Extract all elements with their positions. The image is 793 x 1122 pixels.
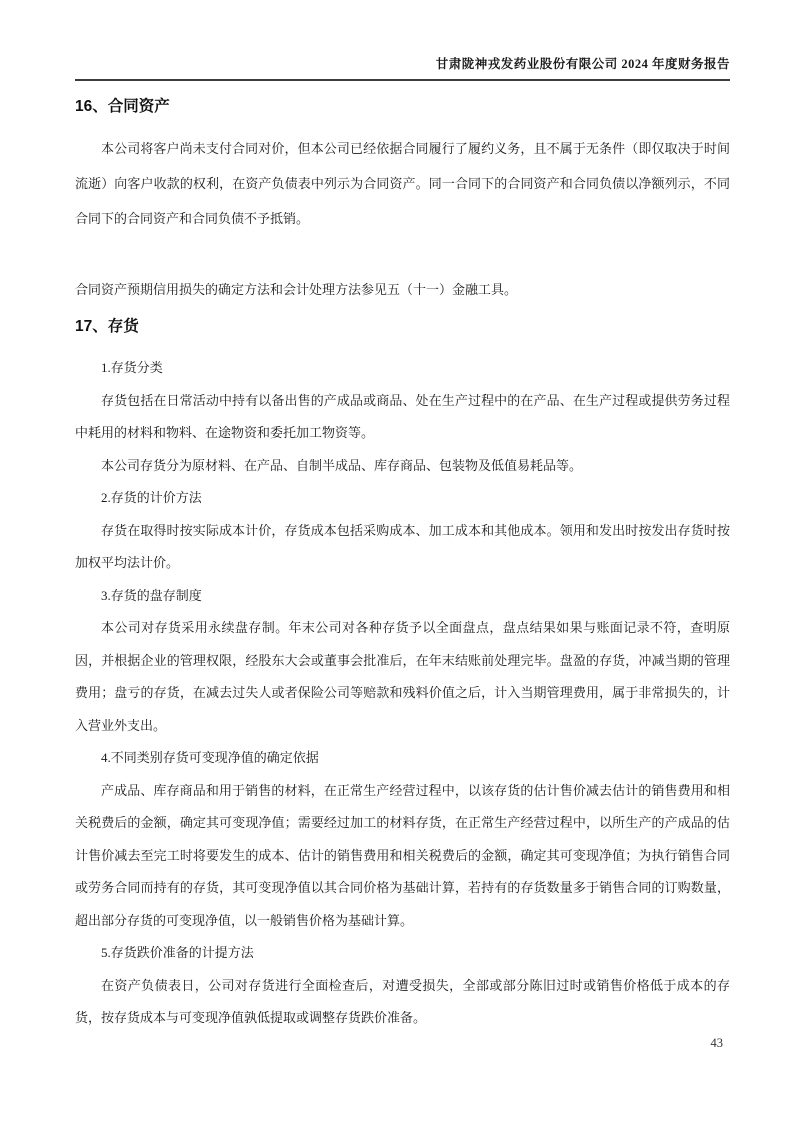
paragraph-inventory-classification-body: 存货包括在日常活动中持有以备出售的产成品或商品、处在生产过程中的在产品、在生产过程或提供劳务过程中耗用的材料和物料、在途物资和委托加工物资等。 [75,392,730,440]
page-header [75,0,730,81]
section-heading-contract-assets: 16、合同资产 [75,98,170,115]
paragraph-inventory-classification-title: 1.存货分类 [101,360,163,375]
section-heading-inventory: 17、存货 [75,318,139,335]
report-title: 甘肃陇神戎发药业股份有限公司 2024 年度财务报告 [435,57,730,71]
paragraph-inventory-categories: 本公司存货分为原材料、在产品、自制半成品、库存商品、包装物及低值易耗品等。 [101,457,583,473]
paragraph-nrv-basis-body: 产成品、库存商品和用于销售的材料，在正常生产经营过程中，以该存货的估计售价减去估计的销售费用和相关税费后的金额，确定其可变现净值；需要经过加工的材料存货，在正常生产经营过程中，以所生产的产成品的估计售价减去至完工时将要发生的成本、估计的销售费用和相关税费后的金额，确定其可变现净值；为执行销售合同或劳务合同而持有的存货，其可变现净值以其合同价格为基础计算，若持有的存货数量多于销售合同的订购数量，超出部分存货的可变现净值，以一般销售价格为基础计算。 [75,782,730,928]
paragraph-nrv-basis-title: 4.不同类别存货可变现净值的确定依据 [101,750,319,765]
paragraph-writedown-method-body: 在资产负债表日，公司对存货进行全面检查后，对遭受损失，全部或部分陈旧过时或销售价格低于成本的存货，按存货成本与可变现净值孰低提取或调整存货跌价准备。 [75,977,730,1025]
page-footer [711,1036,724,1051]
section-inventory [75,352,730,1035]
paragraph-contract-assets-definition: 本公司将客户尚未支付合同对价，但本公司已经依据合同履行了履约义务，且不属于无条件（即仅取决于时间流逝）向客户收款的权利，在资产负债表中列示为合同资产。同一合同下的合同资产和合同负债以净额列示，不同合同下的合同资产和合同负债不予抵销。 [75,141,730,226]
paragraph-inventory-count-system-title: 3.存货的盘存制度 [101,587,202,603]
section-contract-assets [75,96,730,307]
paragraph-inventory-count-system-body: 本公司对存货采用永续盘存制。年末公司对各种存货予以全面盘点，盘点结果如果与账面记录不符，查明原因，并根据企业的管理权限，经股东大会或董事会批准后，在年末结账前处理完毕。盘盈的存货，冲减当期的管理费用；盘亏的存货，在减去过失人或者保险公司等赔款和残料价值之后，计入当期管理费用，属于非常损失的，计入营业外支出。 [75,620,730,733]
paragraph-contract-assets-impairment-note: 合同资产预期信用损失的确定方法和会计处理方法参见五（十一）金融工具。 [75,282,518,297]
paragraph-inventory-valuation-title: 2.存货的计价方法 [101,490,202,505]
page-number: 43 [710,1036,723,1050]
paragraph-writedown-method-title: 5.存货跌价准备的计提方法 [101,945,254,960]
paragraph-inventory-valuation-body: 存货在取得时按实际成本计价，存货成本包括采购成本、加工成本和其他成本。领用和发出时按发出存货时按加权平均法计价。 [75,522,730,570]
